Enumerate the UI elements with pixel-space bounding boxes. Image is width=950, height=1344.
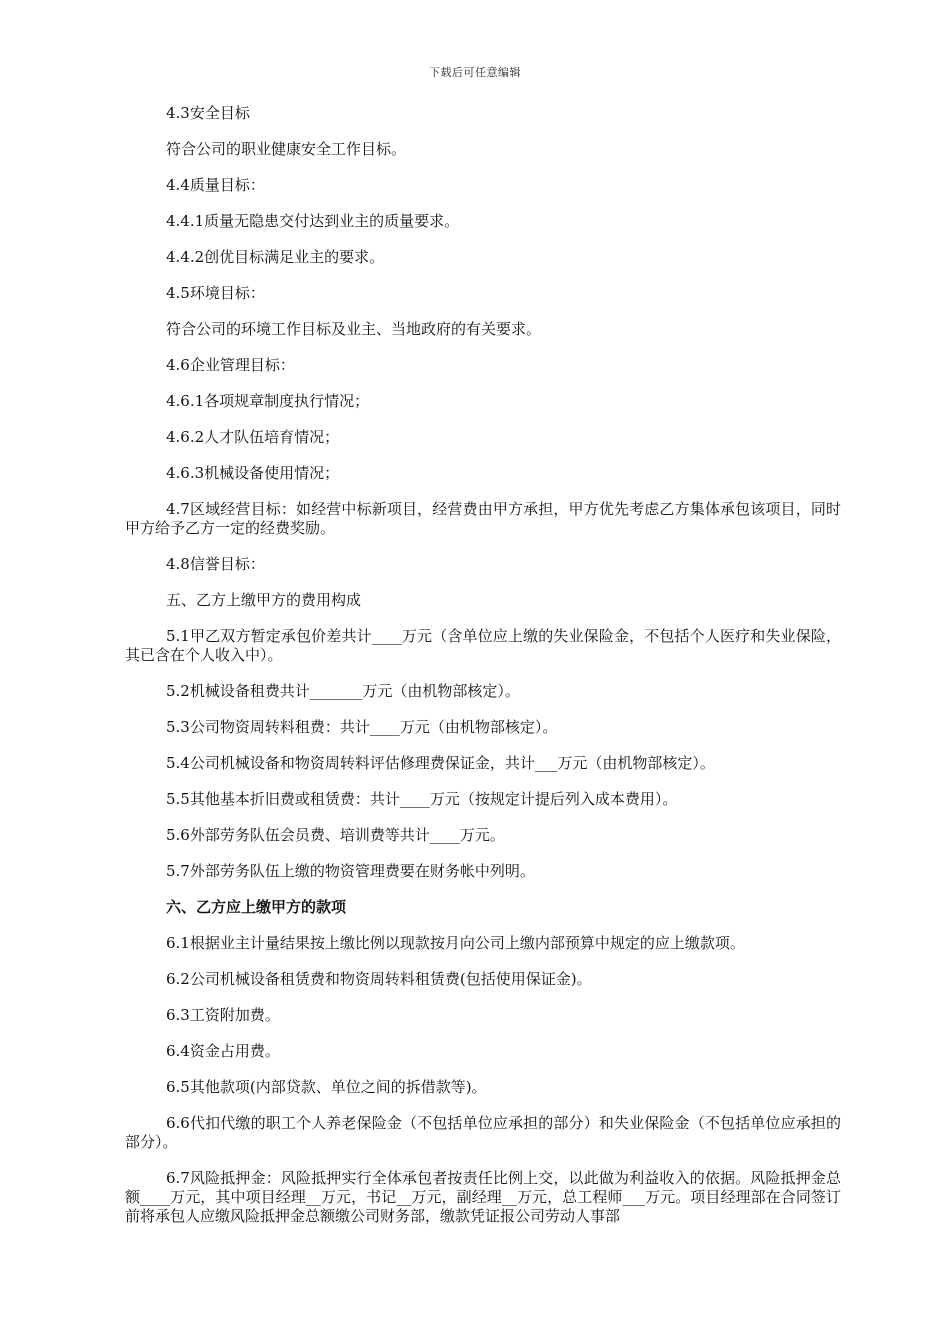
- paragraph: 6.4资金占用费。: [166, 1042, 280, 1060]
- paragraph: 4.6.2人才队伍培育情况；: [166, 428, 340, 446]
- paragraph: 5.2机械设备租费共计_______万元（由机物部核定）。: [166, 682, 520, 700]
- section-4-6-heading: 4.6企业管理目标：: [166, 356, 295, 374]
- paragraph: 4.7区域经营目标：如经营中标新项目，经营费由甲方承担，甲方优先考虑乙方集体承包该项目，同时甲方给予乙方一定的经费奖励。: [125, 500, 841, 537]
- section-6-heading: 六、乙方应上缴甲方的款项: [166, 898, 347, 916]
- section-4-5-heading: 4.5环境目标：: [166, 284, 265, 302]
- paragraph: 5.3公司物资周转料租费：共计____万元（由机物部核定）。: [166, 718, 558, 736]
- paragraph: 符合公司的环境工作目标及业主、当地政府的有关要求。: [166, 320, 542, 338]
- paragraph: 5.7外部劳务队伍上缴的物资管理费要在财务帐中列明。: [166, 862, 535, 880]
- section-4-3-heading: 4.3安全目标: [166, 104, 250, 122]
- paragraph: 6.5其他款项(内部贷款、单位之间的拆借款等)。: [166, 1078, 487, 1096]
- paragraph: 6.3工资附加费。: [166, 1006, 280, 1024]
- paragraph: 4.4.2创优目标满足业主的要求。: [166, 248, 385, 266]
- paragraph: 符合公司的职业健康安全工作目标。: [166, 140, 407, 158]
- document-body: [125, 104, 841, 1226]
- paragraph: 6.7风险抵押金：风险抵押实行全体承包者按责任比例上交，以此做为利益收入的依据。风险抵押金总额____万元，其中项目经理__万元，书记__万元，副经理__万元，总工程师___万元。项目经理部在合同签订前将承包人应缴风险抵押金总额缴公司财务部，缴款凭证报公司劳动人事部: [125, 1169, 841, 1225]
- paragraph: 6.1根据业主计量结果按上缴比例以现款按月向公司上缴内部预算中规定的应上缴款项。: [166, 934, 745, 952]
- section-4-8-heading: 4.8信誉目标：: [166, 555, 265, 573]
- paragraph: 6.6代扣代缴的职工个人养老保险金（不包括单位应承担的部分）和失业保险金（不包括单位应承担的部分）。: [125, 1114, 841, 1151]
- section-4-4-heading: 4.4质量目标：: [166, 176, 265, 194]
- paragraph: 6.2公司机械设备租赁费和物资周转料租赁费(包括使用保证金)。: [166, 970, 592, 988]
- paragraph: 5.1甲乙双方暂定承包价差共计____万元（含单位应上缴的失业保险金，不包括个人医疗和失业保险，其已含在个人收入中）。: [125, 627, 841, 664]
- page-header-note: 下载后可任意编辑: [429, 66, 521, 79]
- paragraph: 5.4公司机械设备和物资周转料评估修理费保证金，共计___万元（由机物部核定）。: [166, 754, 715, 772]
- section-5-heading: 五、乙方上缴甲方的费用构成: [166, 591, 362, 609]
- paragraph: 5.5其他基本折旧费或租赁费：共计____万元（按规定计提后列入成本费用）。: [166, 790, 678, 808]
- paragraph: 5.6外部劳务队伍会员费、培训费等共计____万元。: [166, 826, 505, 844]
- paragraph: 4.6.1各项规章制度执行情况；: [166, 392, 370, 410]
- paragraph: 4.6.3机械设备使用情况；: [166, 464, 340, 482]
- paragraph: 4.4.1质量无隐患交付达到业主的质量要求。: [166, 212, 460, 230]
